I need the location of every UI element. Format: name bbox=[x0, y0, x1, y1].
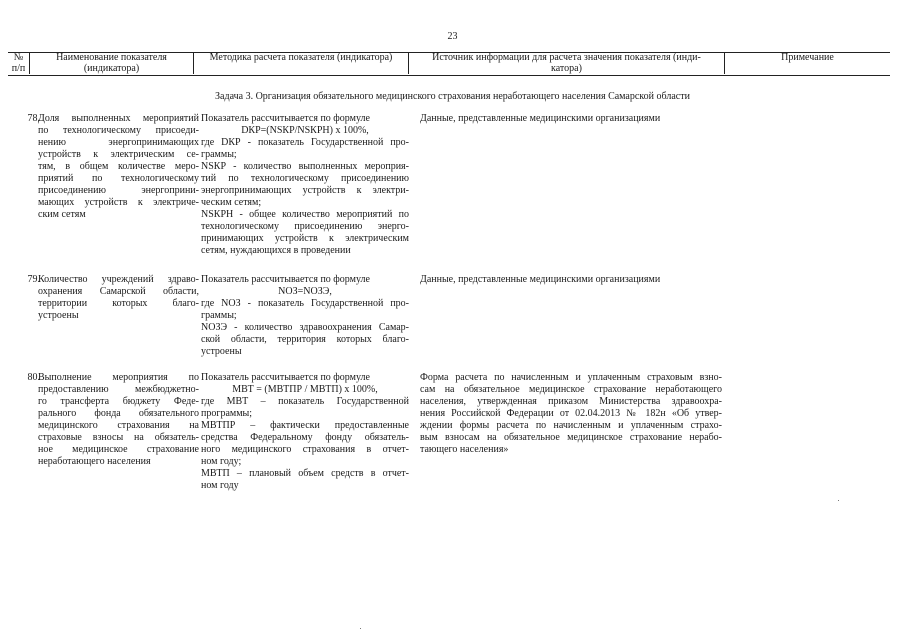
method-line: технологическому присоединению энерго- bbox=[201, 221, 409, 232]
method-line: где МВТ – показатель Государственной bbox=[201, 396, 409, 407]
method-line: ской области, территория которых благо- bbox=[201, 334, 409, 345]
name-line: ное медицинское страхование bbox=[38, 444, 199, 455]
indicator-name bbox=[38, 113, 199, 221]
method-line: где DКР - показатель Государственной про- bbox=[201, 137, 409, 148]
name-line: охранения Самарской области, bbox=[38, 286, 199, 297]
header-method: Методика расчета показателя (индикатора) bbox=[209, 52, 393, 63]
method-line: МВТПР – фактически предоставленные bbox=[201, 420, 409, 431]
name-line: устройств к электрическим се- bbox=[38, 149, 199, 160]
method-line: сетям, нуждающихся в проведении bbox=[201, 245, 351, 256]
method-intro: Показатель рассчитывается по формуле bbox=[201, 113, 370, 124]
method-line: ного медицинского страхования в отчет- bbox=[201, 444, 409, 455]
method-line: где NОЗ - показатель Государственной про- bbox=[201, 298, 409, 309]
name-line: по технологическому присоеди- bbox=[38, 125, 199, 136]
scan-speck bbox=[838, 500, 839, 501]
name-line: Количество учреждений здраво- bbox=[38, 274, 199, 285]
formula: DКР=(NSКР/NSКРН) x 100%, bbox=[241, 125, 369, 136]
method-description bbox=[201, 274, 409, 358]
name-line: устроены bbox=[38, 310, 79, 321]
name-line: предоставлению межбюджетно- bbox=[38, 384, 199, 395]
method-line: МВТП – плановый объем средств в отчет- bbox=[201, 468, 409, 479]
formula: МВТ = (МВТПР / МВТП) x 100%, bbox=[232, 384, 378, 395]
name-line: медицинского страхования на bbox=[38, 420, 199, 431]
name-line: нению энергопринимающих bbox=[38, 137, 199, 148]
name-line: рального фонда обязательного bbox=[38, 408, 199, 419]
method-line: ном году bbox=[201, 480, 239, 491]
method-line: энергопринимающих устройств к электри- bbox=[201, 185, 409, 196]
header-num: № п/п bbox=[11, 52, 26, 74]
method-intro: Показатель рассчитывается по формуле bbox=[201, 372, 370, 383]
name-line: го трансферта бюджету Феде- bbox=[38, 396, 199, 407]
scan-speck bbox=[360, 628, 361, 629]
method-line: принимающих устройств к электрическим bbox=[201, 233, 409, 244]
method-line: программы; bbox=[201, 408, 253, 419]
method-description bbox=[201, 113, 409, 257]
header-name: Наименование показателя (индикатора) bbox=[56, 52, 167, 74]
method-line: ческим сетям; bbox=[201, 197, 262, 208]
header-source: Источник информации для расчета значения показателя (инди- катора) bbox=[432, 52, 701, 74]
name-line: неработающего населения bbox=[38, 456, 151, 467]
header-note: Примечание bbox=[781, 52, 834, 63]
name-line: присоединению энергоприни- bbox=[38, 185, 199, 196]
indicator-name bbox=[38, 372, 199, 468]
method-line: тий по технологическому присоединению bbox=[201, 173, 409, 184]
page-number: 23 bbox=[447, 31, 458, 42]
method-description bbox=[201, 372, 409, 492]
method-line: граммы; bbox=[201, 149, 237, 160]
source-line: тающего населения» bbox=[420, 444, 509, 455]
source-line: Данные, представленные медицинскими организациями bbox=[420, 274, 661, 285]
name-line: Выполнение мероприятия по bbox=[38, 372, 199, 383]
method-line: граммы; bbox=[201, 310, 237, 321]
source-line: Форма расчета по начисленным и уплаченным страховым взно- bbox=[420, 372, 722, 383]
info-source bbox=[420, 274, 722, 286]
method-line: ном году; bbox=[201, 456, 242, 467]
source-line: населения, утвержденная приказом Министерства здравоохра- bbox=[420, 396, 722, 407]
name-line: приятий по технологическому bbox=[38, 173, 199, 184]
method-line: NSКРН - общее количество мероприятий по bbox=[201, 209, 409, 220]
row-number: 79. bbox=[27, 274, 40, 285]
name-line: территории которых благо- bbox=[38, 298, 199, 309]
method-intro: Показатель рассчитывается по формуле bbox=[201, 274, 370, 285]
method-line: устроены bbox=[201, 346, 242, 357]
source-line: Данные, представленные медицинскими организациями bbox=[420, 113, 661, 124]
row-number: 78. bbox=[27, 113, 40, 124]
task-title: Задача 3. Организация обязательного медицинского страхования неработающего населения Самарской области bbox=[215, 91, 690, 102]
info-source bbox=[420, 113, 722, 125]
formula: NОЗ=NОЗЭ, bbox=[278, 286, 332, 297]
method-line: NОЗЭ - количество здравоохранения Самар- bbox=[201, 322, 409, 333]
name-line: Доля выполненных мероприятий bbox=[38, 113, 199, 124]
source-line: вым взносам на обязательное медицинское страхование нерабо- bbox=[420, 432, 722, 443]
row-number: 80. bbox=[27, 372, 40, 383]
info-source bbox=[420, 372, 722, 456]
name-line: тям, в общем количестве меро- bbox=[38, 161, 199, 172]
name-line: страховые взносы на обязатель- bbox=[38, 432, 199, 443]
indicator-name bbox=[38, 274, 199, 322]
source-line: нения Российской Федерации от 02.04.2013 № 182н «Об утвер- bbox=[420, 408, 722, 419]
source-line: сам на обязательное медицинское страхование неработающего bbox=[420, 384, 722, 395]
method-line: средства Федеральному фонду обязатель- bbox=[201, 432, 409, 443]
name-line: ским сетям bbox=[38, 209, 86, 220]
name-line: мающих устройств к электриче- bbox=[38, 197, 199, 208]
method-line: NSКР - количество выполненных мероприя- bbox=[201, 161, 409, 172]
source-line: ждении формы расчета по начисленным и уплаченным страхо- bbox=[420, 420, 722, 431]
